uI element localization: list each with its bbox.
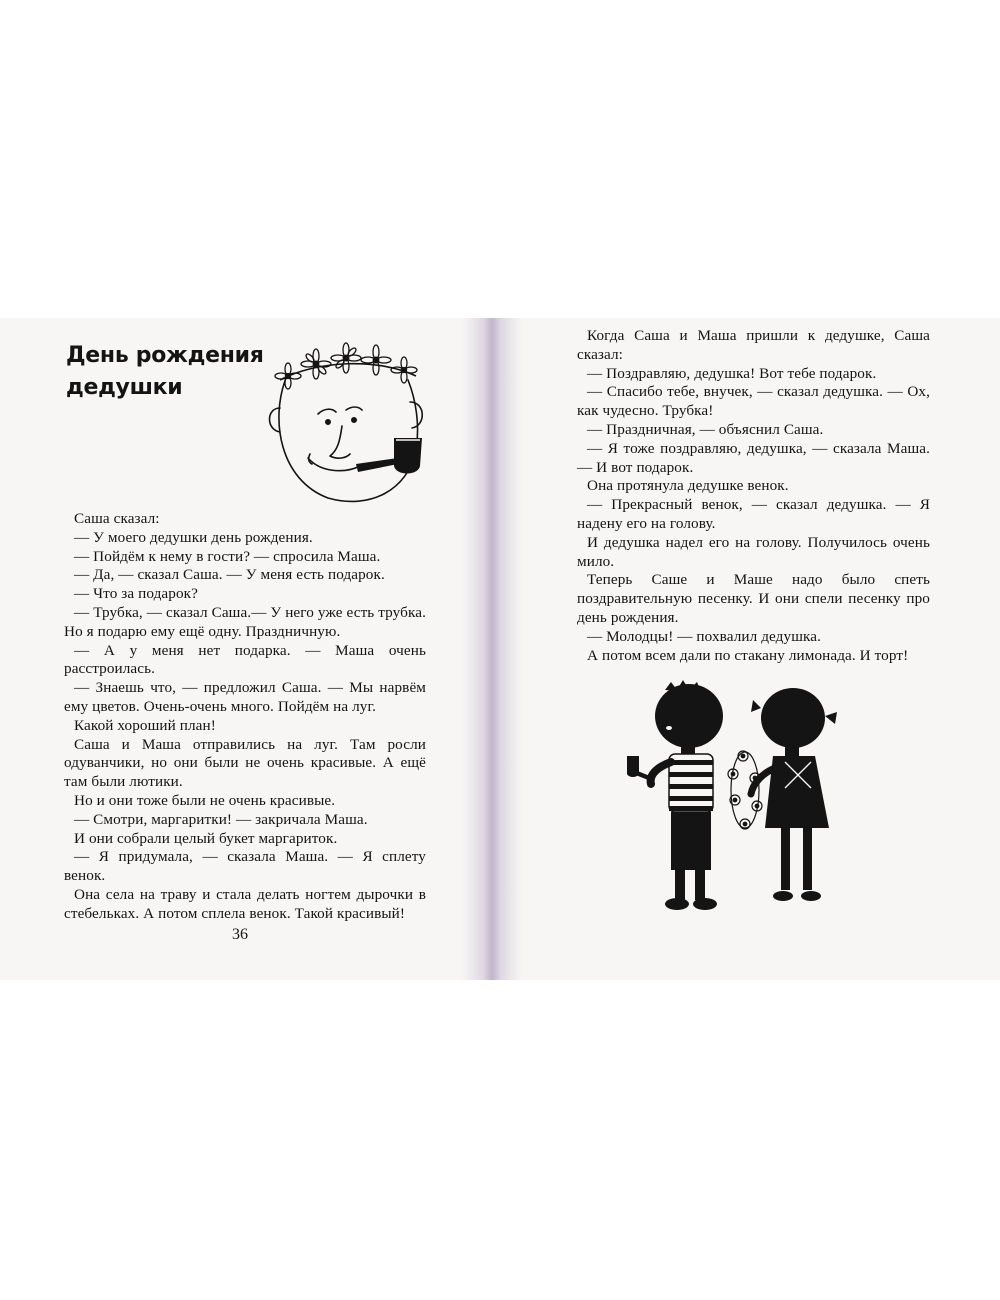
children-illustration	[625, 678, 855, 918]
grandpa-mouth	[308, 458, 360, 471]
masha-silhouette	[751, 688, 837, 901]
paragraph: — Поздравляю, дедушка! Вот тебе подарок.	[587, 364, 877, 382]
grandpa-eyebrow-right	[346, 407, 362, 410]
paragraph: — Я тоже поздравляю, дедушка, — сказала Маша. — И вот подарок.	[577, 439, 930, 476]
paragraph: — Трубка, — сказал Саша.— У него уже есть трубка. Но я подарю ему ещё одну. Праздничную.	[64, 603, 426, 640]
flower-wreath-icon	[728, 751, 762, 829]
paragraph: Когда Саша и Маша пришли к дедушке, Саша сказал:	[577, 327, 930, 363]
paragraph: — Смотри, маргаритки! — закричала Маша.	[74, 810, 368, 828]
grandpa-eye-left	[326, 420, 330, 424]
page-number: 36	[232, 926, 248, 943]
paragraph: — У моего дедушки день рождения.	[74, 528, 313, 546]
paragraph: Какой хороший план!	[74, 716, 216, 734]
flower-wreath-icon	[275, 343, 417, 389]
paragraph: Саша и Маша отправились на луг. Там росли одуванчики, но они были не очень красивые. А ещё там были лютики.	[64, 735, 426, 791]
paragraph: — Молодцы! — похвалил дедушка.	[587, 627, 821, 645]
paragraph: И дедушка надел его на голову. Получилось очень мило.	[577, 533, 930, 570]
grandpa-nose	[330, 426, 350, 458]
chapter-title-line-2: дедушки	[66, 375, 183, 400]
grandpa-eyebrow-left	[318, 409, 336, 414]
paragraph: — Праздничная, — объяснил Саша.	[587, 420, 824, 438]
paragraph: А потом всем дали по стакану лимонада. И торт!	[587, 646, 909, 664]
paragraph: Она села на траву и стала делать ногтем дырочки в стебельках. А потом сплела венок. Такой красивый!	[64, 885, 426, 922]
grandpa-illustration	[258, 330, 448, 510]
pipe-icon	[356, 438, 422, 474]
paragraph: — Пойдём к нему в гости? — спросила Маша.	[74, 547, 381, 565]
paragraph: — Прекрасный венок, — сказал дедушка. — Я надену его на голову.	[577, 496, 930, 532]
book-spread	[0, 318, 1000, 980]
paragraph: — Да, — сказал Саша. — У меня есть подарок.	[74, 566, 385, 584]
sasha-silhouette	[627, 680, 723, 910]
paragraph: И они собрали целый букет маргариток.	[74, 829, 338, 847]
paragraph: — Спасибо тебе, внучек, — сказал дедушка. — Ох, как чудесно. Трубка!	[577, 383, 930, 420]
chapter-title-line-1: День рождения	[66, 343, 264, 368]
paragraph: — Знаешь что, — предложил Саша. — Мы нарвём ему цветов. Очень-очень много. Пойдём на луг.	[64, 679, 426, 715]
right-page-text	[577, 327, 930, 665]
paragraph: — А у меня нет подарка. — Маша очень расстроилась.	[64, 641, 426, 678]
chapter-title	[66, 340, 266, 404]
paragraph: Саша сказал:	[74, 510, 160, 527]
left-page-text	[64, 510, 426, 924]
grandpa-eye-right	[352, 418, 356, 422]
paragraph: Она протянула дедушке венок.	[587, 477, 789, 495]
right-page	[495, 318, 1000, 980]
paragraph: — Что за подарок?	[74, 585, 198, 603]
pipe-icon	[627, 756, 655, 782]
left-page	[0, 318, 490, 980]
paragraph: — Я придумала, — сказала Маша. — Я сплету венок.	[64, 848, 426, 885]
paragraph: Теперь Саше и Маше надо было спеть поздравительную песенку. И они спели песенку про день рождения.	[577, 571, 930, 626]
paragraph: Но и они тоже были не очень красивые.	[74, 791, 336, 809]
